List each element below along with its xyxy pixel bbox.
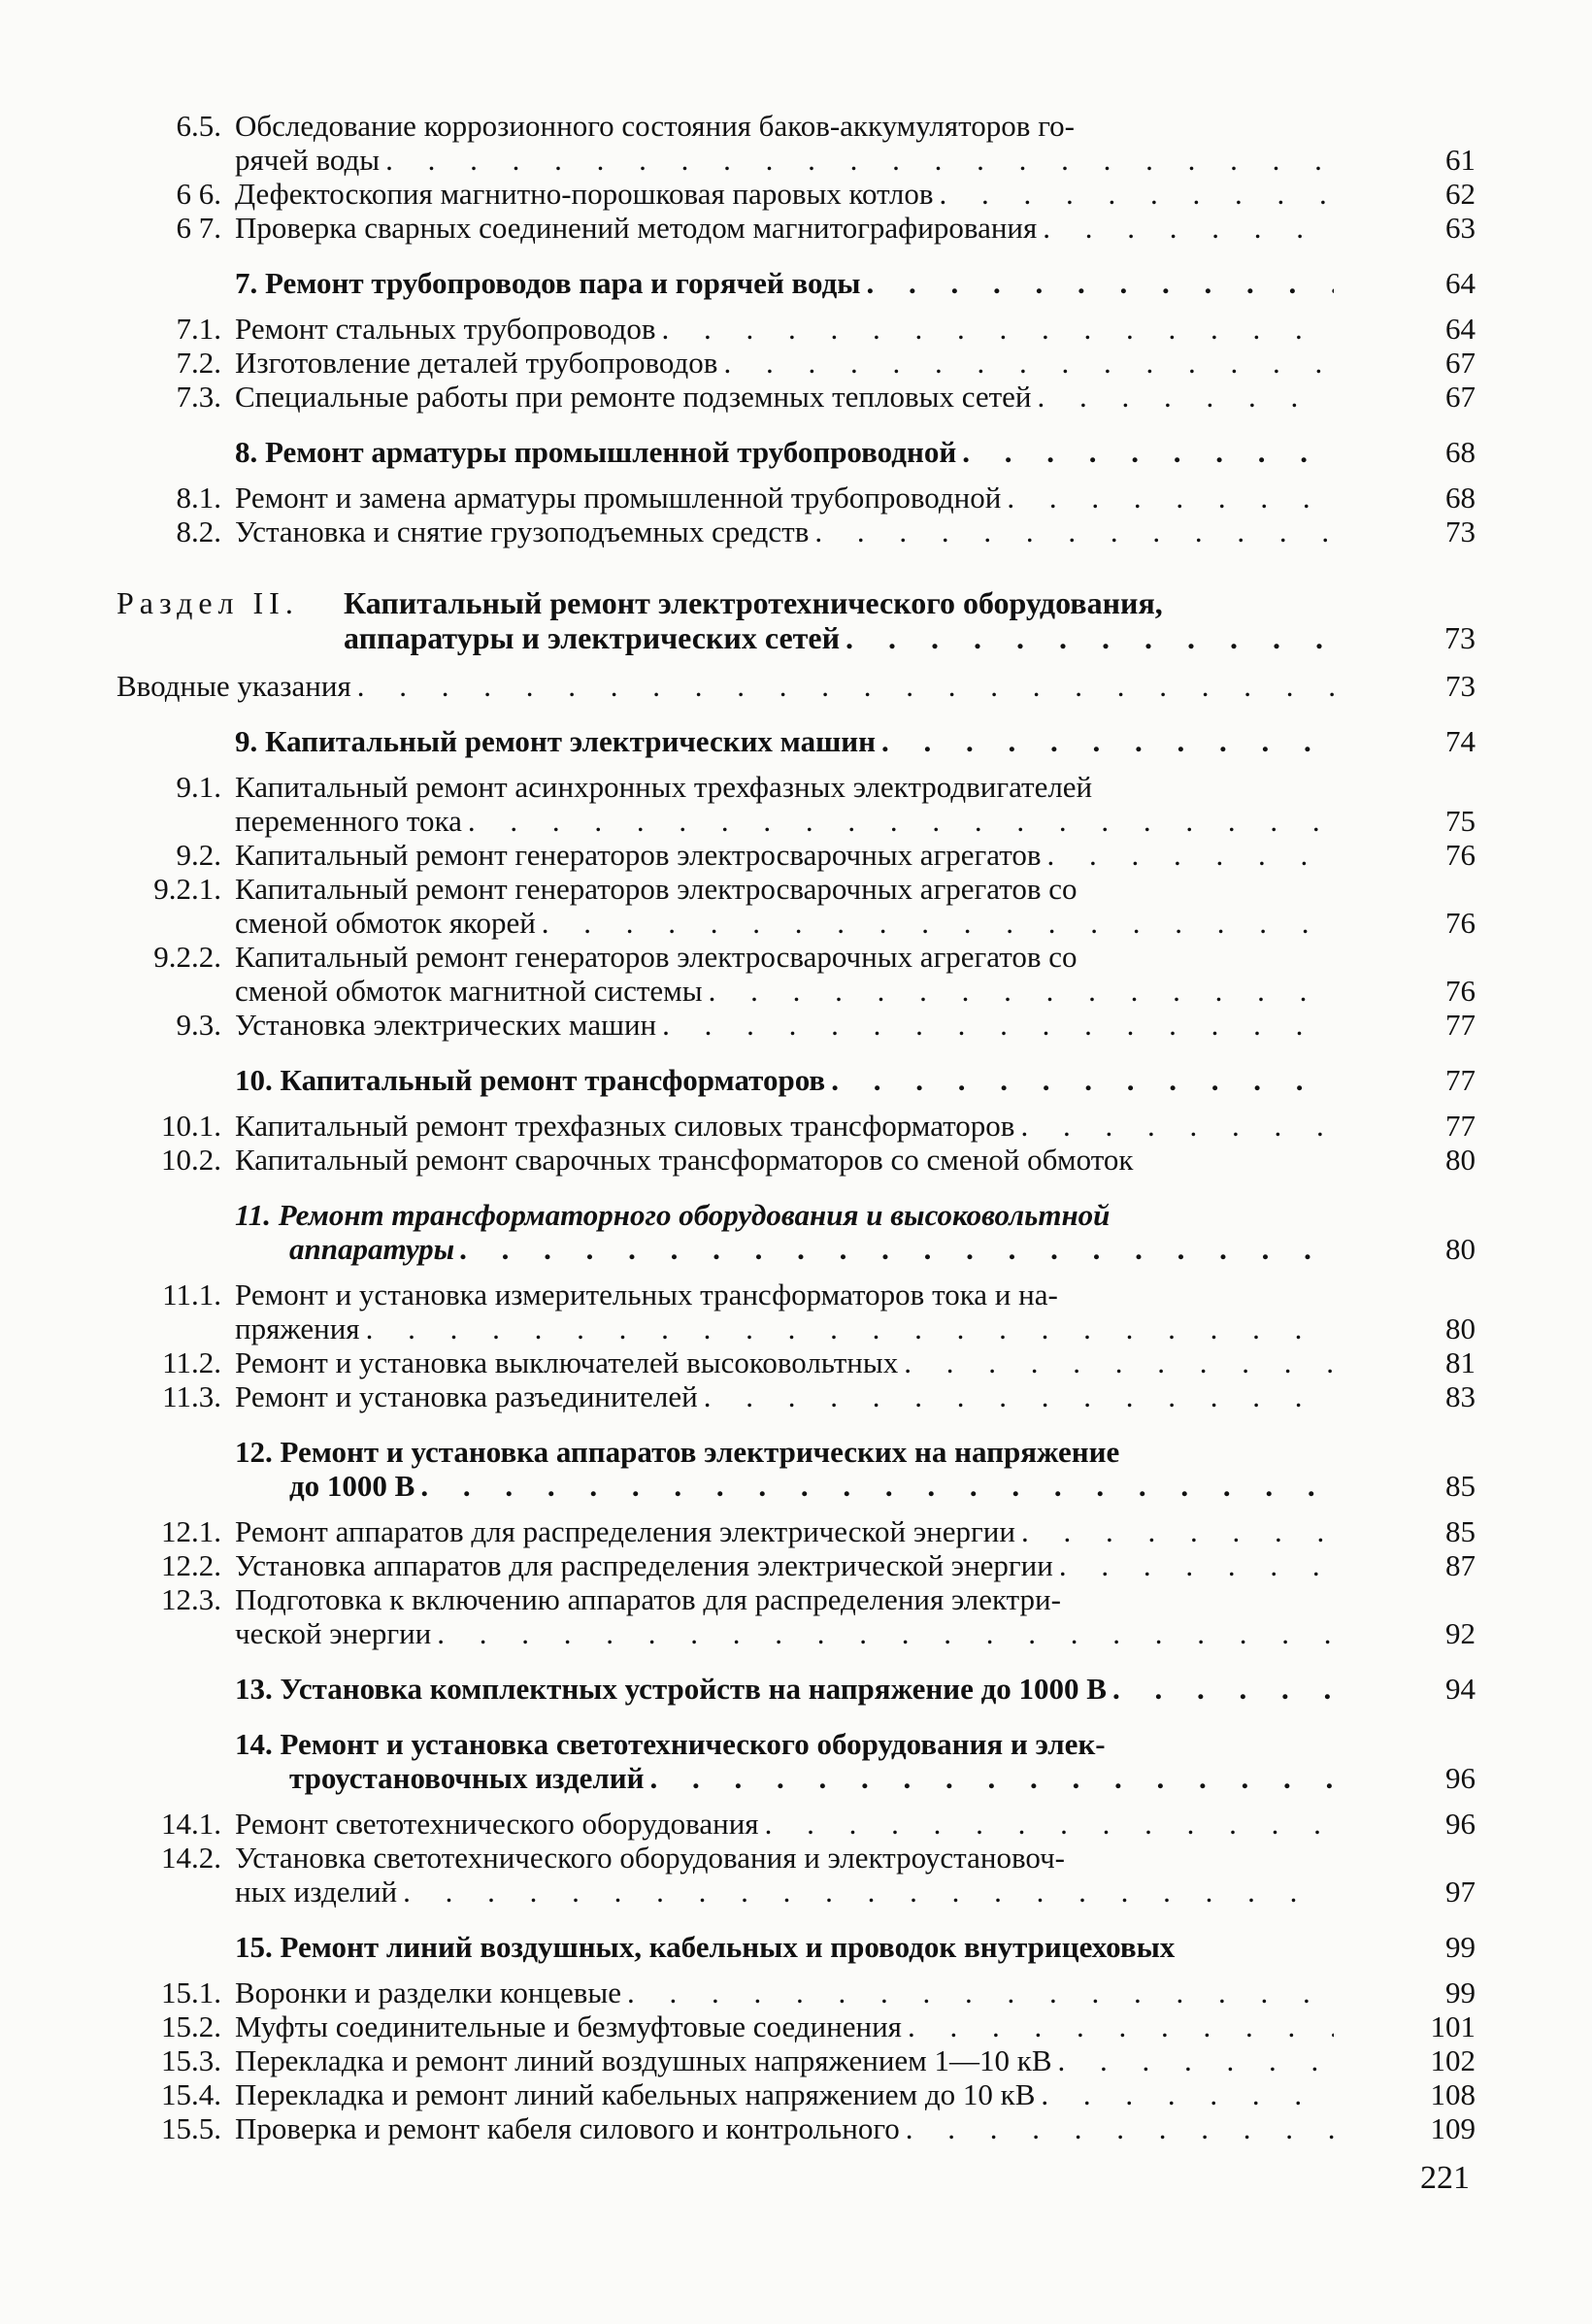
dot-leader (831, 1063, 1334, 1097)
entry-number: 11.3. (162, 1379, 221, 1413)
entry-text: Ремонт светотехнического оборудования (235, 1807, 759, 1841)
dot-leader (385, 143, 1334, 177)
page-number: 221 (1420, 2160, 1470, 2196)
toc-entry (116, 1008, 1476, 1042)
dot-leader (962, 435, 1334, 469)
dot-leader (908, 2009, 1334, 2043)
entry-text: 8. Ремонт арматуры промышленной трубопроводной (235, 435, 957, 469)
entry-continuation (235, 804, 1334, 838)
toc-chapter (116, 1063, 1476, 1097)
dot-leader (357, 669, 1334, 703)
toc-entry (116, 1379, 1476, 1413)
dot-leader (1007, 481, 1334, 515)
entry-line (235, 2111, 1334, 2145)
dot-leader (906, 2111, 1334, 2145)
entry-line (235, 1975, 1334, 2009)
entry-text: сменой обмоток якорей (235, 906, 536, 940)
section-body (344, 585, 1334, 655)
toc-chapter (116, 1435, 1476, 1503)
entry-text: пряжения (235, 1311, 360, 1345)
chapter-page: 64 (1445, 266, 1476, 300)
entry-body (235, 1109, 1334, 1143)
entry-line (235, 1514, 1334, 1548)
entry-number: 12.1. (161, 1514, 221, 1548)
entry-line (235, 346, 1334, 380)
entry-text: Ремонт и установка измерительных трансформаторов тока и на- (235, 1278, 1058, 1311)
entry-text: Ремонт и установка разъединителей (235, 1379, 698, 1413)
chapter-body (235, 1435, 1334, 1503)
dot-leader (662, 312, 1334, 346)
entry-line (235, 1143, 1334, 1177)
dot-leader (468, 804, 1334, 838)
chapter-body (235, 1672, 1334, 1706)
dot-leader (1021, 1514, 1334, 1548)
entry-body (235, 1548, 1334, 1582)
dot-leader (366, 1311, 1334, 1345)
entry-text: Ремонт аппаратов для распределения электрической энергии (235, 1514, 1015, 1548)
entry-text: аппаратуры и электрических сетей (344, 620, 840, 655)
entry-number: 6 6. (176, 177, 221, 211)
chapter-page: 68 (1445, 435, 1476, 469)
toc-chapter (116, 724, 1476, 758)
entry-body (235, 770, 1334, 838)
entry-text: Обследование коррозионного состояния баков-аккумуляторов го- (235, 109, 1075, 143)
entry-number: 15.2. (161, 2009, 221, 2043)
toc-chapter (116, 435, 1476, 469)
entry-number: 11.1. (162, 1278, 221, 1311)
entry-text: Капитальный ремонт асинхронных трехфазных электродвигателей (235, 770, 1093, 804)
entry-number: 15.4. (161, 2077, 221, 2111)
entry-body (235, 346, 1334, 380)
entry-body (235, 109, 1334, 177)
entry-page: 80 (1445, 1311, 1476, 1345)
entry-number: 6.5. (176, 109, 221, 143)
toc-entry (116, 838, 1476, 872)
entry-number: 12.3. (161, 1582, 221, 1616)
toc-entry (116, 2111, 1476, 2145)
entry-text: Капитальный ремонт генераторов электросварочных агрегатов (235, 838, 1042, 872)
entry-continuation (235, 974, 1334, 1008)
entry-text: Перекладка и ремонт линий воздушных напряжением 1—10 кВ (235, 2043, 1052, 2077)
entry-body (235, 2009, 1334, 2043)
toc-entry (116, 1841, 1476, 1909)
section-page: 73 (1444, 620, 1476, 655)
entry-body (235, 1345, 1334, 1379)
entry-number: 8.1. (176, 481, 221, 515)
entry-body (235, 2043, 1334, 2077)
entry-line (235, 211, 1334, 245)
chapter-body (235, 1930, 1334, 1964)
dot-leader (1059, 1548, 1334, 1582)
toc-entry (116, 770, 1476, 838)
entry-text: троустановочных изделий (289, 1761, 645, 1795)
entry-number: 8.2. (176, 515, 221, 548)
dot-leader (723, 346, 1334, 380)
toc-section (116, 585, 1476, 655)
dot-leader (1043, 211, 1334, 245)
entry-line (235, 380, 1334, 414)
chapter-page: 85 (1445, 1469, 1476, 1503)
toc-entry (116, 940, 1476, 1008)
entry-number: 10.2. (161, 1143, 221, 1177)
entry-text: Подготовка к включению аппаратов для распределения электри- (235, 1582, 1061, 1616)
entry-body (235, 1143, 1334, 1177)
toc-entry (116, 346, 1476, 380)
entry-text: переменного тока (235, 804, 462, 838)
dot-leader (904, 1345, 1334, 1379)
entry-number: 12.2. (161, 1548, 221, 1582)
entry-continuation (235, 143, 1334, 177)
entry-page: 76 (1445, 838, 1476, 872)
chapter-continuation (289, 1761, 1334, 1795)
dot-leader (460, 1232, 1334, 1266)
entry-page: 77 (1445, 1008, 1476, 1042)
toc-entry (116, 1278, 1476, 1345)
entry-body (235, 211, 1334, 245)
entry-page: 97 (1445, 1875, 1476, 1909)
entry-number: 15.5. (161, 2111, 221, 2145)
chapter-page: 74 (1445, 724, 1476, 758)
entry-page: 109 (1430, 2111, 1476, 2145)
entry-body (235, 1379, 1334, 1413)
entry-page: 92 (1445, 1616, 1476, 1650)
entry-number: 9.3. (176, 1008, 221, 1042)
entry-page: 75 (1445, 804, 1476, 838)
entry-text: аппаратуры (289, 1232, 455, 1266)
chapter-title (235, 1672, 1334, 1706)
dot-leader (420, 1469, 1334, 1503)
entry-text: Капитальный ремонт генераторов электросварочных агрегатов со (235, 940, 1078, 974)
entry-number: 15.1. (161, 1975, 221, 2009)
dot-leader (866, 266, 1334, 300)
entry-body (235, 1008, 1334, 1042)
entry-continuation (235, 1616, 1334, 1650)
chapter-title (235, 435, 1334, 469)
entry-body (235, 2077, 1334, 2111)
entry-text: Проверка сварных соединений методом магнитографирования (235, 211, 1038, 245)
toc-entry (116, 1548, 1476, 1582)
entry-number: 7.3. (176, 380, 221, 414)
entry-continuation (235, 1311, 1334, 1345)
entry-text: рячей воды (235, 143, 381, 177)
entry-text: Ремонт и установка выключателей высоковольтных (235, 1345, 899, 1379)
chapter-page: 94 (1445, 1672, 1476, 1706)
entry-text: Капитальный ремонт трехфазных силовых трансформаторов (235, 1109, 1015, 1143)
toc-entry (116, 109, 1476, 177)
entry-number: 14.2. (161, 1841, 221, 1875)
entry-number: 7.1. (176, 312, 221, 346)
entry-body (235, 515, 1334, 548)
toc-chapter (116, 1672, 1476, 1706)
entry-text: Муфты соединительные и безмуфтовые соединения (235, 2009, 902, 2043)
entry-text: 9. Капитальный ремонт электрических машин (235, 724, 876, 758)
entry-line (235, 1345, 1334, 1379)
entry-body (235, 872, 1334, 940)
entry-text: ных изделий (235, 1875, 398, 1909)
chapter-body (235, 1727, 1334, 1795)
entry-text: 7. Ремонт трубопроводов пара и горячей воды (235, 266, 861, 300)
dot-leader (709, 974, 1334, 1008)
entry-page: 77 (1445, 1109, 1476, 1143)
toc-entry (116, 1807, 1476, 1841)
chapter-title (235, 266, 1334, 300)
entry-page: 76 (1445, 974, 1476, 1008)
chapter-body (235, 1063, 1334, 1097)
entry-text: Ремонт и замена арматуры промышленной трубопроводной (235, 481, 1002, 515)
toc-entry (116, 1975, 1476, 2009)
entry-page: 76 (1445, 906, 1476, 940)
entry-number: 15.3. (161, 2043, 221, 2077)
chapter-page: 80 (1445, 1232, 1476, 1266)
entry-body (235, 177, 1334, 211)
toc-entry (116, 380, 1476, 414)
entry-text: 10. Капитальный ремонт трансформаторов (235, 1063, 826, 1097)
entry-text: ческой энергии (235, 1616, 432, 1650)
entry-text: Дефектоскопия магнитно-порошковая паровых котлов (235, 177, 934, 211)
section-label: Раздел II. (116, 585, 299, 620)
chapter-title: 12. Ремонт и установка аппаратов электрических на напряжение (235, 1435, 1120, 1469)
dot-leader (403, 1875, 1334, 1909)
dot-leader (1058, 2043, 1334, 2077)
chapter-title (235, 724, 1334, 758)
entry-line (235, 1548, 1334, 1582)
chapter-title (235, 1063, 1334, 1097)
dot-leader (542, 906, 1334, 940)
chapter-body (235, 435, 1334, 469)
dot-leader (662, 1008, 1334, 1042)
entry-page: 62 (1445, 177, 1476, 211)
toc-chapter (116, 1930, 1476, 1964)
entry-body (235, 312, 1334, 346)
entry-page: 83 (1445, 1379, 1476, 1413)
entry-line (235, 1109, 1334, 1143)
toc-entry (116, 1109, 1476, 1143)
entry-body (235, 940, 1334, 1008)
entry-page: 73 (1445, 515, 1476, 548)
toc-entry (116, 1345, 1476, 1379)
dot-leader (1047, 838, 1335, 872)
toc-chapter (116, 266, 1476, 300)
intro-title (116, 669, 1334, 703)
entry-number: 11.2. (162, 1345, 221, 1379)
entry-page: 85 (1445, 1514, 1476, 1548)
entry-page: 96 (1445, 1807, 1476, 1841)
chapter-body (235, 266, 1334, 300)
entry-body (235, 380, 1334, 414)
entry-number: 6 7. (176, 211, 221, 245)
entry-line (235, 515, 1334, 548)
entry-line (235, 2077, 1334, 2111)
toc-entry (116, 1514, 1476, 1548)
entry-text: Изготовление деталей трубопроводов (235, 346, 718, 380)
entry-page: 67 (1445, 346, 1476, 380)
entry-line (235, 312, 1334, 346)
entry-line (235, 2009, 1334, 2043)
chapter-title: 11. Ремонт трансформаторного оборудования и высоковольтной (235, 1198, 1111, 1232)
entry-text: Установка и снятие грузоподъемных средств (235, 515, 810, 548)
toc-entry (116, 312, 1476, 346)
entry-number: 7.2. (176, 346, 221, 380)
chapter-page: 96 (1445, 1761, 1476, 1795)
entry-body (235, 1582, 1334, 1650)
entry-continuation (235, 906, 1334, 940)
chapter-title: 14. Ремонт и установка светотехнического оборудования и элек- (235, 1727, 1106, 1761)
entry-body (235, 1278, 1334, 1345)
chapter-title (235, 1930, 1334, 1964)
dot-leader (1112, 1672, 1334, 1706)
dot-leader (437, 1616, 1334, 1650)
entry-number: 14.1. (161, 1807, 221, 1841)
table-of-contents (116, 109, 1476, 2145)
entry-page: 99 (1445, 1975, 1476, 2009)
section-title: Капитальный ремонт электротехнического оборудования, (344, 585, 1163, 620)
entry-body (235, 1514, 1334, 1548)
dot-leader (704, 1379, 1334, 1413)
entry-page: 101 (1430, 2009, 1476, 2043)
entry-text: Установка электрических машин (235, 1008, 657, 1042)
entry-text: Проверка и ремонт кабеля силового и контрольного (235, 2111, 900, 2145)
entry-page: 61 (1445, 143, 1476, 177)
entry-text: сменой обмоток магнитной системы (235, 974, 703, 1008)
entry-line (235, 838, 1334, 872)
entry-page: 108 (1430, 2077, 1476, 2111)
chapter-body (235, 1198, 1334, 1266)
toc-entry (116, 2077, 1476, 2111)
entry-number: 9.2. (176, 838, 221, 872)
chapter-page: 99 (1445, 1930, 1476, 1964)
toc-chapter (116, 1198, 1476, 1266)
dot-leader (1041, 2077, 1334, 2111)
entry-page: 81 (1445, 1345, 1476, 1379)
entry-text: Воронки и разделки концевые (235, 1975, 622, 2009)
entry-line (235, 177, 1334, 211)
entry-number: 9.1. (176, 770, 221, 804)
entry-page: 80 (1445, 1143, 1476, 1177)
dot-leader (1020, 1109, 1334, 1143)
entry-text: до 1000 В (289, 1469, 415, 1503)
entry-text: 13. Установка комплектных устройств на напряжение до 1000 В (235, 1672, 1107, 1706)
entry-page: 102 (1430, 2043, 1476, 2077)
intro-body (116, 669, 1334, 703)
entry-page: 67 (1445, 380, 1476, 414)
dot-leader (881, 724, 1334, 758)
intro-page: 73 (1445, 669, 1476, 703)
entry-body (235, 1975, 1334, 2009)
toc-entry (116, 515, 1476, 548)
toc-intro (116, 669, 1476, 703)
dot-leader (650, 1761, 1334, 1795)
entry-body (235, 2111, 1334, 2145)
entry-text: 15. Ремонт линий воздушных, кабельных и проводок внутрицеховых (235, 1930, 1176, 1964)
dot-leader (765, 1807, 1334, 1841)
section-title-continuation (344, 620, 1334, 655)
toc-entry (116, 211, 1476, 245)
dot-leader (814, 515, 1334, 548)
chapter-page: 77 (1445, 1063, 1476, 1097)
entry-page: 63 (1445, 211, 1476, 245)
entry-text: Капитальный ремонт генераторов электросварочных агрегатов со (235, 872, 1078, 906)
entry-line (235, 1008, 1334, 1042)
toc-chapter (116, 1727, 1476, 1795)
dot-leader (940, 177, 1335, 211)
dot-leader (846, 620, 1334, 655)
entry-text: Капитальный ремонт сварочных трансформаторов со сменой обмоток (235, 1143, 1134, 1177)
entry-body (235, 481, 1334, 515)
entry-page: 68 (1445, 481, 1476, 515)
toc-entry (116, 2043, 1476, 2077)
entry-text: Вводные указания (116, 669, 351, 703)
entry-line (235, 2043, 1334, 2077)
entry-text: Установка светотехнического оборудования и электроустановоч- (235, 1841, 1065, 1875)
toc-entry (116, 1143, 1476, 1177)
entry-body (235, 1807, 1334, 1841)
chapter-body (235, 724, 1334, 758)
toc-entry (116, 481, 1476, 515)
entry-body (235, 838, 1334, 872)
dot-leader (627, 1975, 1334, 2009)
entry-page: 87 (1445, 1548, 1476, 1582)
entry-number: 10.1. (161, 1109, 221, 1143)
entry-line (235, 1379, 1334, 1413)
chapter-continuation (289, 1232, 1334, 1266)
toc-entry (116, 177, 1476, 211)
entry-text: Перекладка и ремонт линий кабельных напряжением до 10 кВ (235, 2077, 1036, 2111)
entry-line (235, 481, 1334, 515)
entry-body (235, 1841, 1334, 1909)
toc-entry (116, 1582, 1476, 1650)
entry-number: 9.2.2. (153, 940, 221, 974)
entry-line (235, 1807, 1334, 1841)
entry-continuation (235, 1875, 1334, 1909)
entry-text: Ремонт стальных трубопроводов (235, 312, 656, 346)
entry-text: Специальные работы при ремонте подземных тепловых сетей (235, 380, 1032, 414)
toc-entry (116, 2009, 1476, 2043)
entry-number: 9.2.1. (153, 872, 221, 906)
entry-page: 64 (1445, 312, 1476, 346)
dot-leader (1038, 380, 1335, 414)
toc-entry (116, 872, 1476, 940)
chapter-continuation (289, 1469, 1334, 1503)
entry-text: Установка аппаратов для распределения электрической энергии (235, 1548, 1053, 1582)
